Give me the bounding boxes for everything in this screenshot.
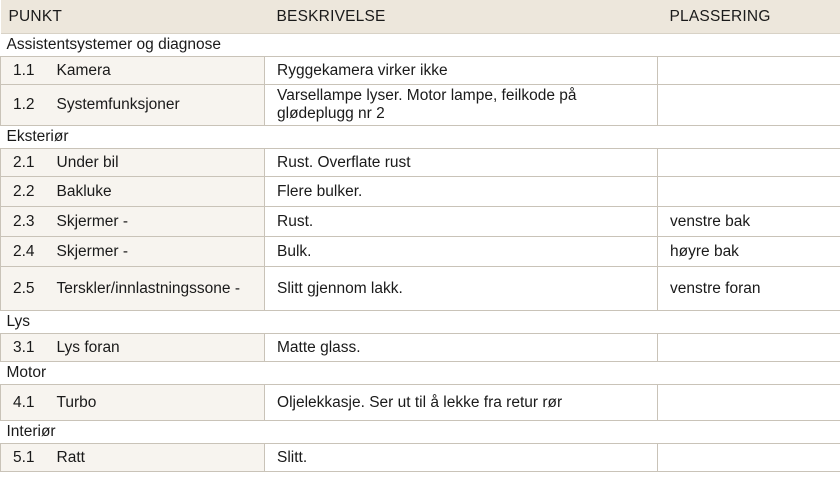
header-punkt: PUNKT xyxy=(1,0,265,34)
item-number: 2.1 xyxy=(1,149,53,177)
table-row xyxy=(1,57,840,85)
section-title: Motor xyxy=(1,362,840,385)
item-description: Slitt gjennom lakk. xyxy=(265,267,658,311)
item-location: venstre foran xyxy=(658,267,840,311)
item-location: høyre bak xyxy=(658,237,840,267)
item-name: Bakluke xyxy=(53,177,265,207)
header-beskrivelse: BESKRIVELSE xyxy=(265,0,658,34)
item-description: Oljelekkasje. Ser ut til å lekke fra retur rør xyxy=(265,385,658,421)
item-location xyxy=(658,385,840,421)
item-name: Turbo xyxy=(53,385,265,421)
section-row xyxy=(1,421,840,444)
section-row xyxy=(1,362,840,385)
item-name: Skjermer - xyxy=(53,237,265,267)
table-header xyxy=(1,0,840,34)
item-location xyxy=(658,334,840,362)
item-name: Skjermer - xyxy=(53,207,265,237)
item-description: Bulk. xyxy=(265,237,658,267)
table-row xyxy=(1,267,840,311)
item-name: Systemfunksjoner xyxy=(53,85,265,126)
table-row xyxy=(1,207,840,237)
item-location xyxy=(658,444,840,472)
item-name: Terskler/innlastningssone - xyxy=(53,267,265,311)
section-row xyxy=(1,34,840,57)
item-name: Kamera xyxy=(53,57,265,85)
item-description: Matte glass. xyxy=(265,334,658,362)
item-location xyxy=(658,177,840,207)
item-location xyxy=(658,149,840,177)
item-description: Rust. xyxy=(265,207,658,237)
section-title: Interiør xyxy=(1,421,840,444)
item-location xyxy=(658,57,840,85)
table-row xyxy=(1,237,840,267)
item-description: Slitt. xyxy=(265,444,658,472)
table-row xyxy=(1,385,840,421)
item-name: Lys foran xyxy=(53,334,265,362)
table-row xyxy=(1,334,840,362)
item-number: 3.1 xyxy=(1,334,53,362)
table-row xyxy=(1,177,840,207)
item-number: 2.2 xyxy=(1,177,53,207)
item-number: 2.4 xyxy=(1,237,53,267)
section-row xyxy=(1,126,840,149)
table-body xyxy=(1,34,840,472)
item-description: Flere bulker. xyxy=(265,177,658,207)
table-row xyxy=(1,85,840,126)
item-description: Rust. Overflate rust xyxy=(265,149,658,177)
item-number: 5.1 xyxy=(1,444,53,472)
header-plassering: PLASSERING xyxy=(658,0,840,34)
item-name: Ratt xyxy=(53,444,265,472)
item-description: Ryggekamera virker ikke xyxy=(265,57,658,85)
section-title: Lys xyxy=(1,311,840,334)
item-number: 1.2 xyxy=(1,85,53,126)
item-name: Under bil xyxy=(53,149,265,177)
section-title: Eksteriør xyxy=(1,126,840,149)
table-row xyxy=(1,444,840,472)
item-number: 2.5 xyxy=(1,267,53,311)
item-description: Varsellampe lyser. Motor lampe, feilkode på glødeplugg nr 2 xyxy=(265,85,658,126)
item-location xyxy=(658,85,840,126)
item-number: 2.3 xyxy=(1,207,53,237)
section-title: Assistentsystemer og diagnose xyxy=(1,34,840,57)
table-row xyxy=(1,149,840,177)
section-row xyxy=(1,311,840,334)
item-number: 4.1 xyxy=(1,385,53,421)
item-number: 1.1 xyxy=(1,57,53,85)
item-location: venstre bak xyxy=(658,207,840,237)
